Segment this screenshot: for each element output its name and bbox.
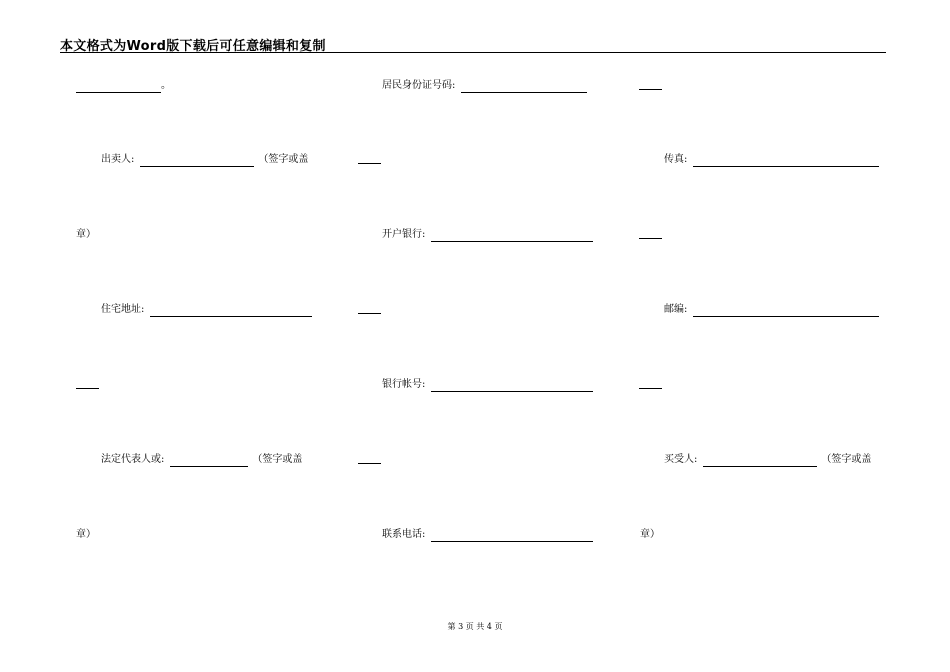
phone-field [382,528,593,542]
blank-line-row3-col3 [639,228,662,239]
seal-note-close: 章） [76,529,96,540]
buyer-label: 买受人: [664,454,698,465]
page-footer [0,621,950,632]
blank-line [639,228,662,239]
page-header [60,32,886,53]
blank-line [76,378,99,389]
seller-blank[interactable] [140,156,254,167]
blank-line [639,79,662,90]
bank-blank[interactable] [431,231,593,242]
seal-note-close: 章） [640,529,660,540]
address-blank[interactable] [150,306,312,317]
legal-rep-field [101,453,302,467]
address-label: 住宅地址: [101,304,145,315]
legal-rep-label: 法定代表人或: [101,454,165,465]
bank-field [382,228,593,242]
blank-line-row6-col2 [358,453,381,464]
seller-field [101,153,308,167]
seal-close-row7-col3 [640,528,660,542]
period-mark: 。 [161,80,171,91]
buyer-blank[interactable] [703,456,817,467]
blank-line [639,378,662,389]
blank-line [358,303,381,314]
id-number-field [382,79,587,93]
id-number-label: 居民身份证号码: [382,80,456,91]
account-blank[interactable] [431,381,593,392]
seal-note-close: 章） [76,229,96,240]
bank-label: 开户银行: [382,229,426,240]
buyer-seal-note: （签字或盖 [821,454,872,465]
phone-blank[interactable] [431,531,593,542]
blank-line-row4-col2 [358,303,381,314]
seal-close-row7-col1 [76,528,96,542]
blank-line [76,82,161,93]
fax-field [664,153,879,167]
blank-line-row1-col1 [76,79,171,93]
header-title: 本文格式为Word版下载后可任意编辑和复制 [60,39,326,54]
seller-seal-note: （签字或盖 [258,154,309,165]
account-field [382,378,593,392]
blank-line-row2-col2 [358,153,381,164]
buyer-field [664,453,871,467]
blank-line-row5-col1 [76,378,99,389]
blank-line-row5-col3 [639,378,662,389]
fax-blank[interactable] [693,156,879,167]
legal-rep-blank[interactable] [170,456,248,467]
fax-label: 传真: [664,154,688,165]
account-label: 银行帐号: [382,379,426,390]
id-number-blank[interactable] [461,82,587,93]
blank-line [358,453,381,464]
postcode-field [664,303,879,317]
legal-rep-seal-note: （签字或盖 [252,454,303,465]
seller-label: 出卖人: [101,154,135,165]
address-field [101,303,312,317]
blank-line-row1-col3 [639,79,662,90]
postcode-blank[interactable] [693,306,879,317]
phone-label: 联系电话: [382,529,426,540]
page-number: 第 3 页 共 4 页 [447,622,503,631]
blank-line [358,153,381,164]
postcode-label: 邮编: [664,304,688,315]
seal-close-row3 [76,228,96,242]
